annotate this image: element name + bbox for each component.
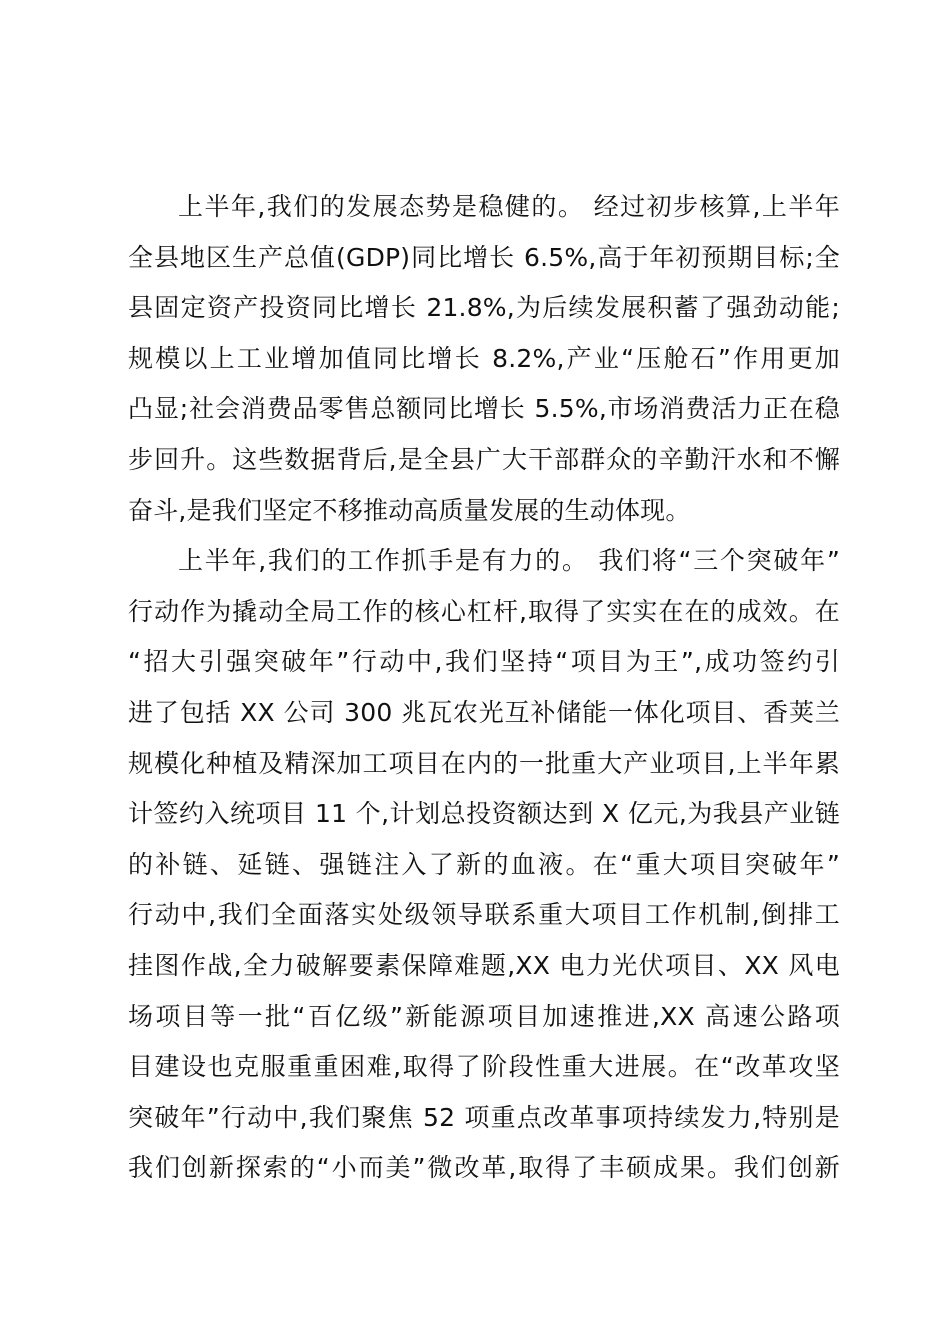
text-line: “招大引强突破年”行动中,我们坚持“项目为王”,成功签约引 xyxy=(128,647,840,677)
text-line: 上半年,我们的发展态势是稳健的。 经过初步核算,上半年 xyxy=(178,192,840,221)
text-line: 县固定资产投资同比增长 21.8%,为后续发展积蓄了强劲动能; xyxy=(128,293,840,323)
text-line: 全县地区生产总值(GDP)同比增长 6.5%,高于年初预期目标;全 xyxy=(128,242,840,272)
text-line: 挂图作战,全力破解要素保障难题,XX 电力光伏项目、XX 风电 xyxy=(128,950,840,980)
text-line: 我们创新探索的“小而美”微改革,取得了丰硕成果。我们创新 xyxy=(128,1153,840,1183)
paragraph-development-trend xyxy=(128,182,840,536)
text-line: 规模化种植及精深加工项目在内的一批重大产业项目,上半年累 xyxy=(128,748,840,778)
text-line: 规模以上工业增加值同比增长 8.2%,产业“压舱石”作用更加 xyxy=(128,343,840,373)
text-line: 行动中,我们全面落实处级领导联系重大项目工作机制,倒排工 xyxy=(128,900,840,930)
text-line: 计签约入统项目 11 个,计划总投资额达到 X 亿元,为我县产业链 xyxy=(128,799,840,829)
text-line: 的补链、延链、强链注入了新的血液。在“重大项目突破年” xyxy=(128,849,840,879)
text-line: 凸显;社会消费品零售总额同比增长 5.5%,市场消费活力正在稳 xyxy=(128,394,840,424)
paragraph-work-measures xyxy=(128,536,840,1194)
text-line: 上半年,我们的工作抓手是有力的。 我们将“三个突破年” xyxy=(178,546,840,576)
document-body xyxy=(128,182,840,1194)
text-line: 进了包括 XX 公司 300 兆瓦农光互补储能一体化项目、香荚兰 xyxy=(128,697,840,727)
text-line: 场项目等一批“百亿级”新能源项目加速推进,XX 高速公路项 xyxy=(128,1001,840,1031)
text-line: 步回升。这些数据背后,是全县广大干部群众的辛勤汗水和不懈 xyxy=(128,444,840,474)
text-line: 目建设也克服重重困难,取得了阶段性重大进展。在“改革攻坚 xyxy=(128,1052,840,1082)
text-line: 行动作为撬动全局工作的核心杠杆,取得了实实在在的成效。在 xyxy=(128,596,840,626)
text-line: 奋斗,是我们坚定不移推动高质量发展的生动体现。 xyxy=(128,495,691,525)
text-line: 突破年”行动中,我们聚焦 52 项重点改革事项持续发力,特别是 xyxy=(128,1102,840,1132)
